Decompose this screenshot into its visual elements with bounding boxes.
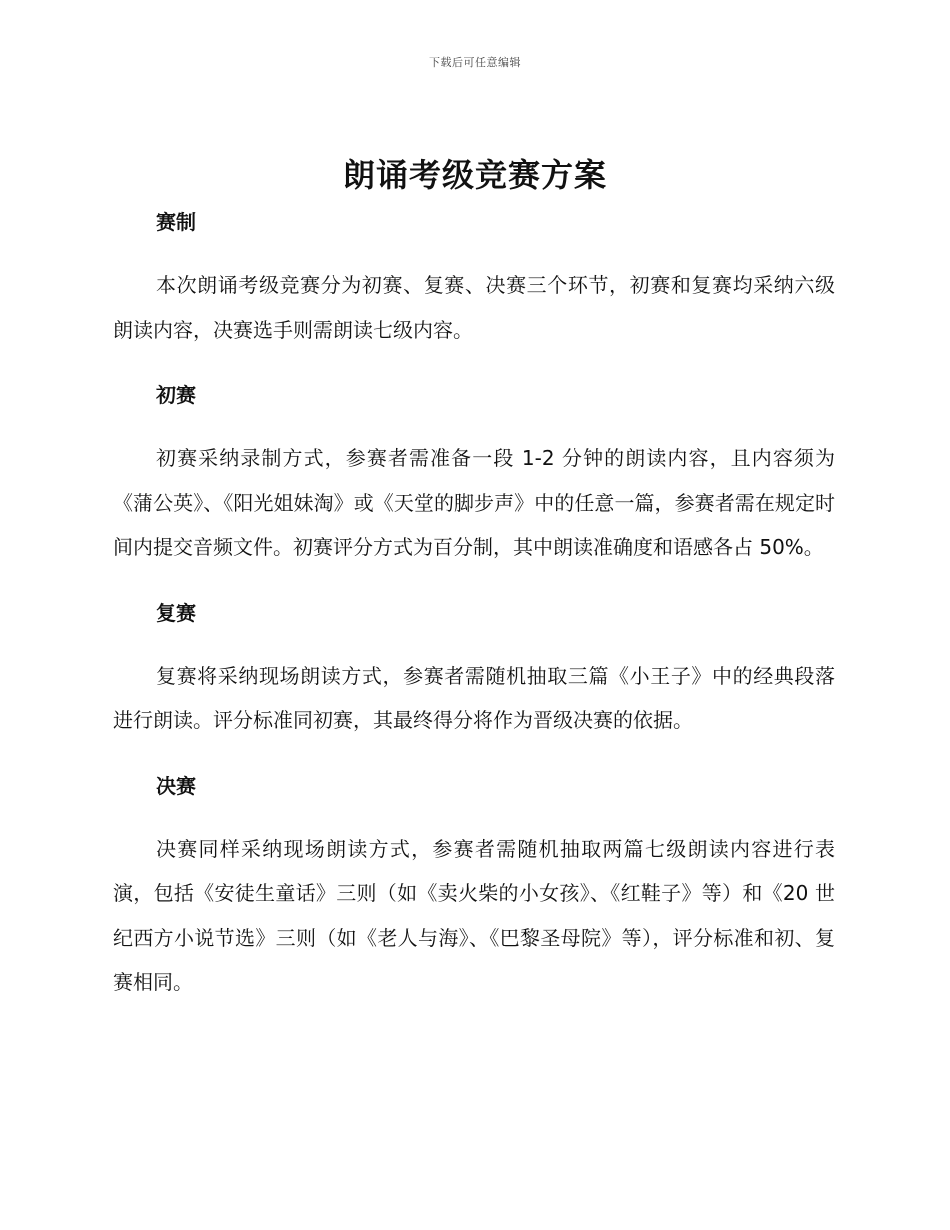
document-body (113, 205, 835, 1005)
section-heading: 决赛 (156, 773, 196, 798)
section-paragraph: 决赛同样采纳现场朗读方式，参赛者需随机抽取两篇七级朗读内容进行表演，包括《安徒生童话》三则（如《卖火柴的小女孩》、《红鞋子》等）和《20 世纪西方小说节选》三则（如《老人与海》、《巴黎圣母院》等），评分标准和初、复赛相同。 (113, 836, 835, 994)
section-final (113, 769, 835, 1005)
section-format (113, 205, 835, 378)
section-paragraph: 初赛采纳录制方式，参赛者需准备一段 1-2 分钟的朗读内容，且内容须为《蒲公英》、《阳光姐妹淘》或《天堂的脚步声》中的任意一篇，参赛者需在规定时间内提交音频文件。初赛评分方式为百分制，其中朗读准确度和语感各占 50%。 (113, 446, 835, 559)
header-note: 下载后可任意编辑 (429, 56, 521, 69)
section-preliminary (113, 378, 835, 596)
section-heading: 赛制 (156, 210, 196, 234)
section-heading: 初赛 (156, 383, 196, 407)
section-heading: 复赛 (156, 600, 196, 625)
section-semifinal (113, 596, 835, 769)
page-title: 朗诵考级竞赛方案 (342, 156, 607, 194)
section-paragraph: 本次朗诵考级竞赛分为初赛、复赛、决赛三个环节，初赛和复赛均采纳六级朗读内容，决赛选手则需朗读七级内容。 (113, 273, 835, 342)
section-paragraph: 复赛将采纳现场朗读方式，参赛者需随机抽取三篇《小王子》中的经典段落进行朗读。评分标准同初赛，其最终得分将作为晋级决赛的依据。 (113, 663, 835, 732)
